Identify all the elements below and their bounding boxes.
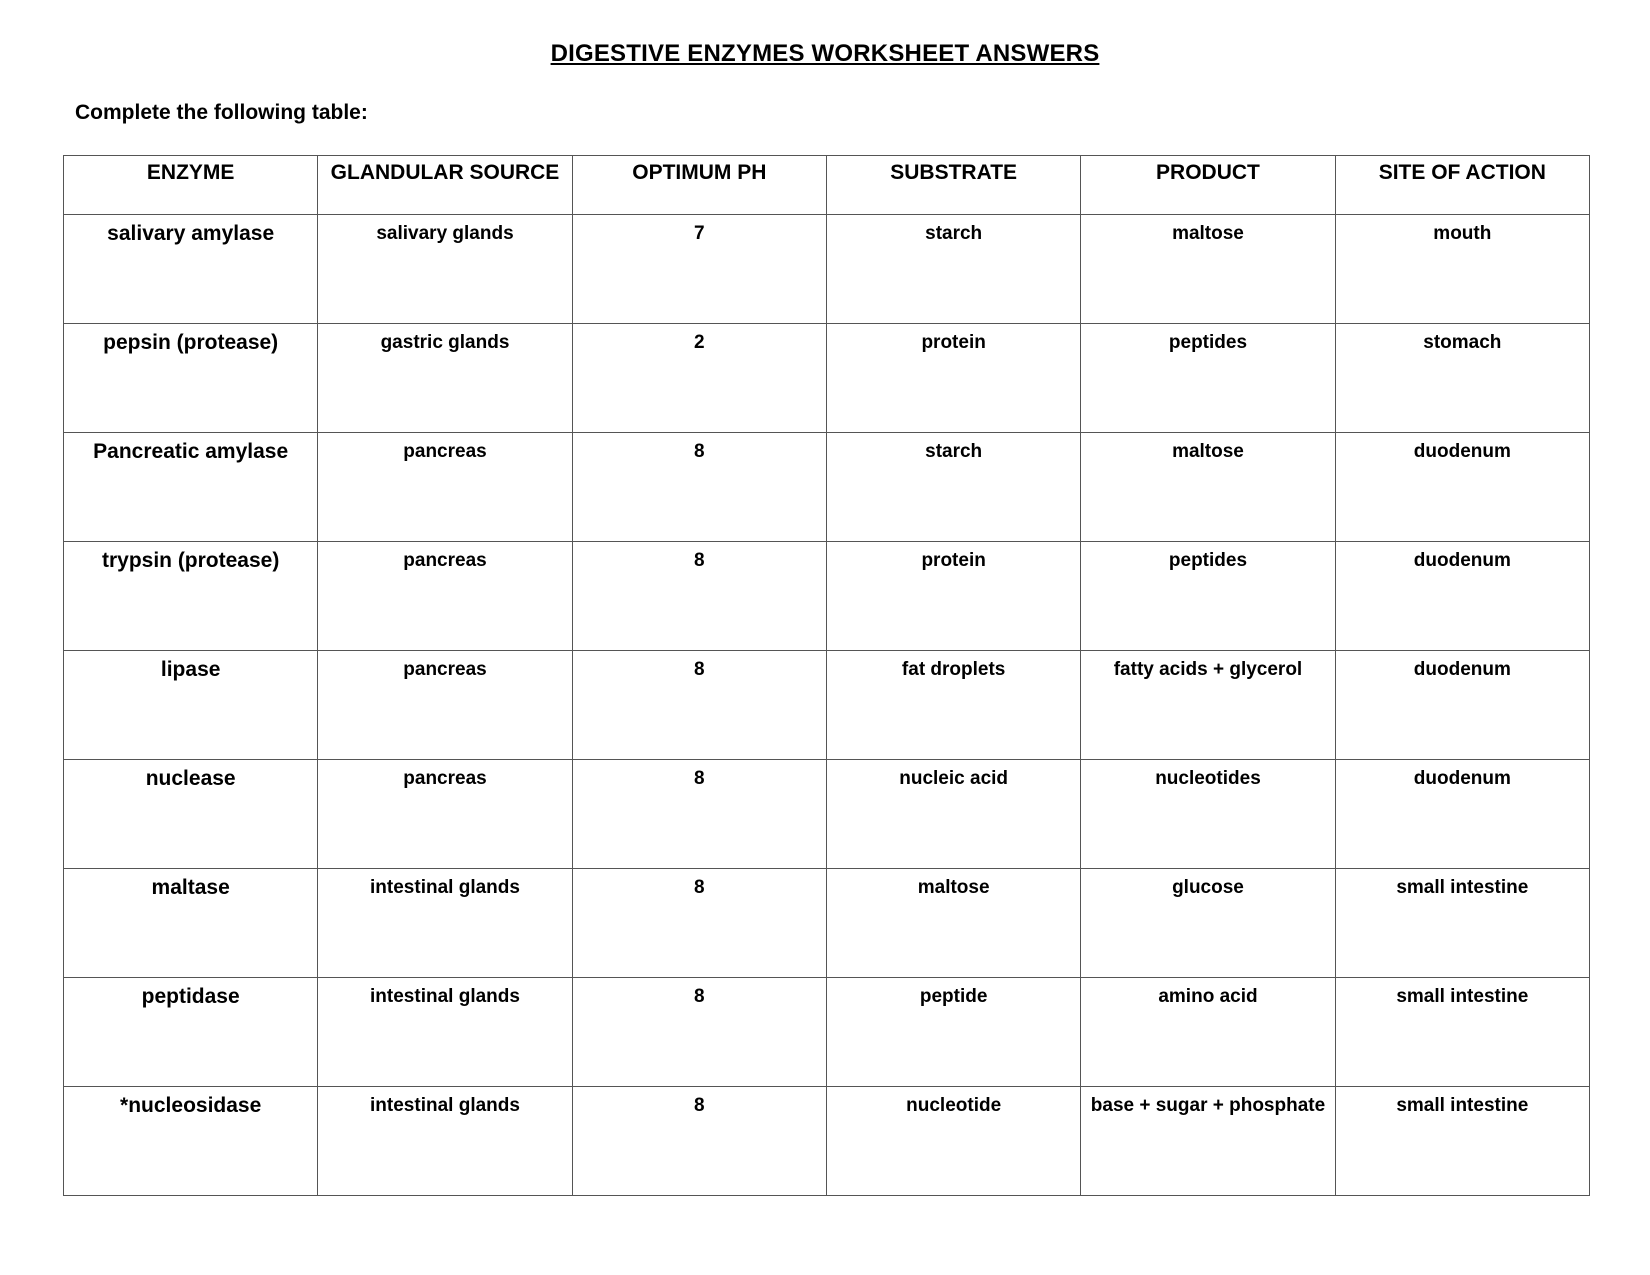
- cell-product: fatty acids + glycerol: [1081, 651, 1335, 760]
- cell-optimum-ph: 8: [572, 978, 826, 1087]
- column-header-site-of-action: SITE OF ACTION: [1335, 156, 1589, 215]
- cell-glandular-source: pancreas: [318, 433, 572, 542]
- cell-product: maltose: [1081, 215, 1335, 324]
- cell-glandular-source: gastric glands: [318, 324, 572, 433]
- cell-site-of-action: mouth: [1335, 215, 1589, 324]
- cell-optimum-ph: 8: [572, 651, 826, 760]
- cell-optimum-ph: 7: [572, 215, 826, 324]
- cell-optimum-ph: 2: [572, 324, 826, 433]
- table-row: [64, 760, 1590, 869]
- cell-enzyme: *nucleosidase: [64, 1087, 318, 1196]
- cell-product: peptides: [1081, 324, 1335, 433]
- cell-optimum-ph: 8: [572, 433, 826, 542]
- cell-substrate: protein: [826, 324, 1080, 433]
- cell-enzyme: salivary amylase: [64, 215, 318, 324]
- cell-glandular-source: intestinal glands: [318, 1087, 572, 1196]
- table-header: [64, 156, 1590, 215]
- cell-optimum-ph: 8: [572, 542, 826, 651]
- cell-substrate: nucleic acid: [826, 760, 1080, 869]
- cell-glandular-source: intestinal glands: [318, 978, 572, 1087]
- instruction-text: Complete the following table:: [75, 101, 368, 124]
- cell-substrate: fat droplets: [826, 651, 1080, 760]
- cell-enzyme: pepsin (protease): [64, 324, 318, 433]
- cell-substrate: starch: [826, 215, 1080, 324]
- cell-product: base + sugar + phosphate: [1081, 1087, 1335, 1196]
- table-row: [64, 215, 1590, 324]
- cell-glandular-source: pancreas: [318, 760, 572, 869]
- cell-enzyme: nuclease: [64, 760, 318, 869]
- cell-optimum-ph: 8: [572, 869, 826, 978]
- cell-site-of-action: small intestine: [1335, 978, 1589, 1087]
- cell-glandular-source: salivary glands: [318, 215, 572, 324]
- cell-substrate: protein: [826, 542, 1080, 651]
- cell-enzyme: Pancreatic amylase: [64, 433, 318, 542]
- table-row: [64, 869, 1590, 978]
- cell-product: amino acid: [1081, 978, 1335, 1087]
- cell-product: nucleotides: [1081, 760, 1335, 869]
- cell-optimum-ph: 8: [572, 760, 826, 869]
- table-row: [64, 433, 1590, 542]
- cell-substrate: starch: [826, 433, 1080, 542]
- table-row: [64, 324, 1590, 433]
- column-header-enzyme: ENZYME: [64, 156, 318, 215]
- cell-site-of-action: small intestine: [1335, 1087, 1589, 1196]
- cell-glandular-source: pancreas: [318, 651, 572, 760]
- cell-glandular-source: intestinal glands: [318, 869, 572, 978]
- cell-site-of-action: duodenum: [1335, 651, 1589, 760]
- column-header-optimum-ph: OPTIMUM PH: [572, 156, 826, 215]
- cell-product: peptides: [1081, 542, 1335, 651]
- cell-site-of-action: duodenum: [1335, 542, 1589, 651]
- table-row: [64, 651, 1590, 760]
- header-row: [64, 156, 1590, 215]
- cell-site-of-action: stomach: [1335, 324, 1589, 433]
- cell-site-of-action: duodenum: [1335, 760, 1589, 869]
- enzymes-table: [63, 155, 1590, 1196]
- cell-glandular-source: pancreas: [318, 542, 572, 651]
- page-title: DIGESTIVE ENZYMES WORKSHEET ANSWERS: [550, 40, 1100, 67]
- table-row: [64, 542, 1590, 651]
- cell-substrate: nucleotide: [826, 1087, 1080, 1196]
- cell-site-of-action: small intestine: [1335, 869, 1589, 978]
- cell-substrate: peptide: [826, 978, 1080, 1087]
- column-header-product: PRODUCT: [1081, 156, 1335, 215]
- table-body: [64, 215, 1590, 1196]
- table-row: [64, 978, 1590, 1087]
- cell-site-of-action: duodenum: [1335, 433, 1589, 542]
- column-header-substrate: SUBSTRATE: [826, 156, 1080, 215]
- cell-enzyme: peptidase: [64, 978, 318, 1087]
- cell-enzyme: lipase: [64, 651, 318, 760]
- cell-enzyme: maltase: [64, 869, 318, 978]
- cell-enzyme: trypsin (protease): [64, 542, 318, 651]
- cell-product: glucose: [1081, 869, 1335, 978]
- table-row: [64, 1087, 1590, 1196]
- column-header-glandular-source: GLANDULAR SOURCE: [318, 156, 572, 215]
- cell-product: maltose: [1081, 433, 1335, 542]
- cell-substrate: maltose: [826, 869, 1080, 978]
- cell-optimum-ph: 8: [572, 1087, 826, 1196]
